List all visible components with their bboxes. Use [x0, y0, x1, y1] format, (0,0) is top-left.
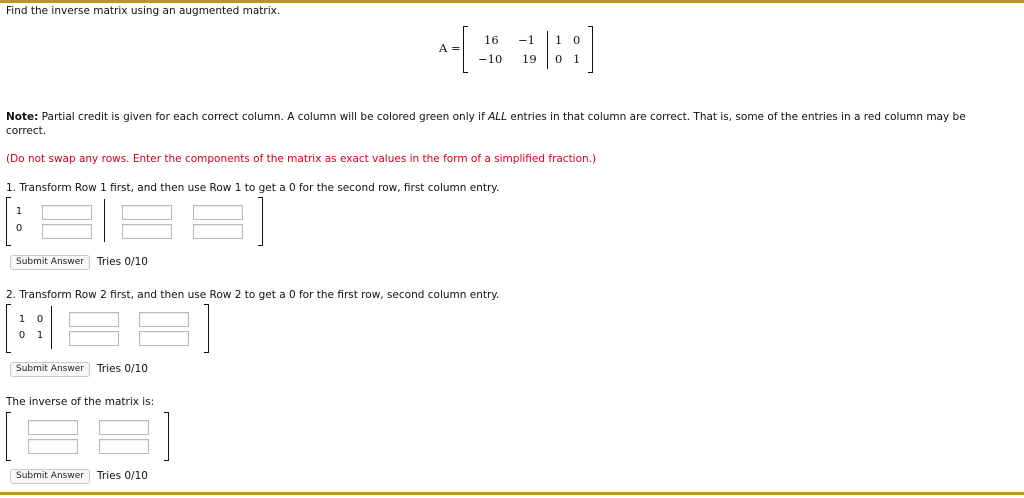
answer-input[interactable]	[28, 420, 78, 435]
note-bold: Note:	[6, 111, 39, 123]
answer-input[interactable]	[28, 439, 78, 454]
fixed-entry: 1	[15, 206, 23, 217]
answer-input[interactable]	[139, 331, 189, 346]
tries-counter: Tries 0/10	[97, 470, 148, 482]
matrix-cell: 0	[573, 33, 581, 47]
tries-counter: Tries 0/10	[97, 256, 148, 268]
matrix-cell: −1	[518, 33, 535, 47]
note-text: entries in that column are correct. That is, some of the entries in a red column may be	[507, 111, 966, 123]
tries-counter: Tries 0/10	[97, 363, 148, 375]
augment-line	[51, 306, 52, 349]
answer-input[interactable]	[122, 205, 172, 220]
matrix-augment-line	[547, 31, 548, 69]
answer-input[interactable]	[69, 331, 119, 346]
matrix-right-bracket	[588, 26, 593, 73]
matrix-label: A =	[439, 41, 461, 55]
bracket-right	[258, 197, 263, 246]
fixed-entry: 0	[15, 223, 23, 234]
answer-input[interactable]	[99, 439, 149, 454]
matrix-cell: 1	[573, 52, 581, 66]
matrix-cell: −10	[478, 52, 503, 66]
answer-input[interactable]	[193, 224, 243, 239]
answer-input[interactable]	[122, 224, 172, 239]
step2-text: 2. Transform Row 2 first, and then use Row 2 to get a 0 for the first row, second column entry.	[6, 289, 500, 301]
matrix-cell: 0	[555, 52, 563, 66]
matrix-cell: 19	[522, 52, 537, 66]
note-text: Partial credit is given for each correct column. A column will be colored green only if	[38, 111, 489, 123]
fixed-entry: 0	[36, 314, 44, 325]
bracket-right	[164, 412, 169, 461]
answer-input[interactable]	[193, 205, 243, 220]
fixed-entry: 0	[18, 330, 26, 341]
answer-input[interactable]	[69, 312, 119, 327]
note-line2: correct.	[6, 125, 47, 137]
note-paragraph	[6, 111, 966, 123]
fixed-entry: 1	[18, 314, 26, 325]
problem-prompt: Find the inverse matrix using an augmented matrix.	[6, 5, 281, 17]
bracket-right	[204, 304, 209, 353]
top-rule	[0, 0, 1024, 3]
step1-text: 1. Transform Row 1 first, and then use Row 1 to get a 0 for the second row, first column entry.	[6, 182, 500, 194]
bracket-left	[6, 304, 11, 353]
note-italic: ALL	[488, 111, 508, 123]
fixed-entry: 1	[36, 330, 44, 341]
matrix-left-bracket	[463, 26, 468, 73]
submit-answer-button[interactable]: Submit Answer	[10, 255, 90, 270]
instruction-text: (Do not swap any rows. Enter the components of the matrix as exact values in the form of a simplified fraction.)	[6, 153, 597, 165]
matrix-cell: 16	[484, 33, 499, 47]
augment-line	[104, 199, 105, 242]
answer-input[interactable]	[42, 205, 92, 220]
answer-input[interactable]	[42, 224, 92, 239]
bracket-left	[6, 412, 11, 461]
bottom-rule	[0, 492, 1024, 495]
submit-answer-button[interactable]: Submit Answer	[10, 469, 90, 484]
answer-input[interactable]	[139, 312, 189, 327]
step3-text: The inverse of the matrix is:	[6, 396, 155, 408]
submit-answer-button[interactable]: Submit Answer	[10, 362, 90, 377]
bracket-left	[6, 197, 11, 246]
matrix-cell: 1	[555, 33, 563, 47]
answer-input[interactable]	[99, 420, 149, 435]
